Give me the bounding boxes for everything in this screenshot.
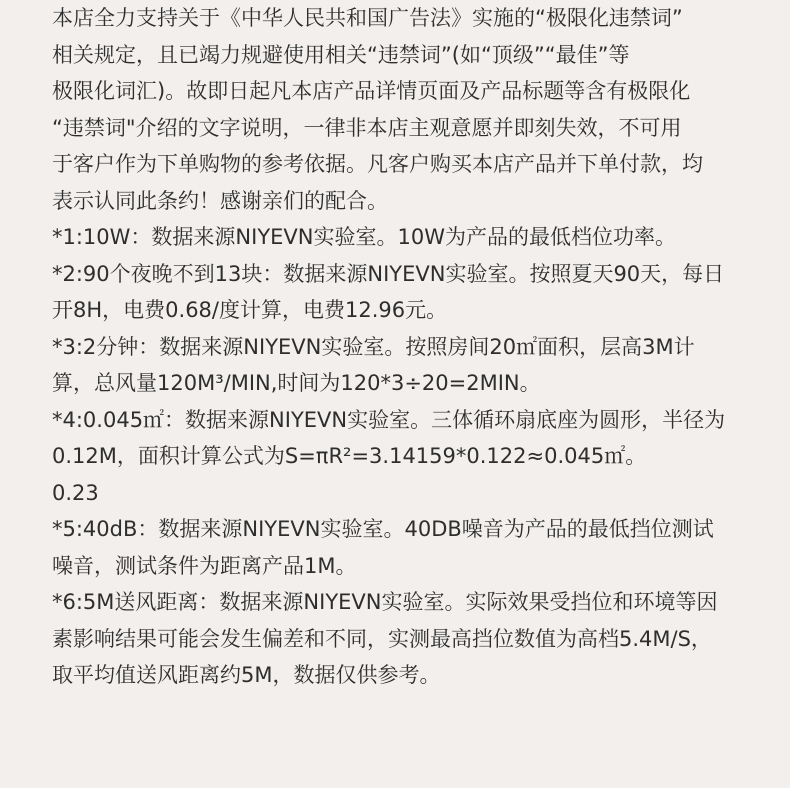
notice-line: 于客户作为下单购物的参考依据。凡客户购买本店产品并下单付款，均 (52, 152, 703, 176)
notice-line: 极限化词汇)。故即日起凡本店产品详情页面及产品标题等含有极限化 (52, 79, 691, 103)
footnote-4-line: *4:0.045㎡：数据来源NIYEVN实验室。三体循环扇底座为圆形，半径为 (52, 407, 726, 432)
notice-line: “违禁词"介绍的文字说明，一律非本店主观意愿并即刻失效，不可用 (52, 115, 682, 140)
footnote-2-line: *2:90个夜晚不到13块：数据来源NIYEVN实验室。按照夏天90天，每日 (52, 261, 725, 286)
notice-line: 表示认同此条约！感谢亲们的配合。 (52, 188, 388, 213)
notice-line: 相关规定，且已竭力规避使用相关“违禁词”(如“顶级”“最佳”等 (52, 42, 630, 67)
footnote-5-line: 噪音，测试条件为距离产品1M。 (52, 553, 357, 578)
disclaimer-notice (52, 0, 752, 694)
footnote-4-line: 0.12M，面积计算公式为S=πR²=3.14159*0.122≈0.045㎡。 (52, 444, 647, 468)
footnote-6-line: 取平均值送风距离约5M，数据仅供参考。 (52, 663, 441, 687)
footnote-5-line: *5:40dB：数据来源NIYEVN实验室。40DB噪音为产品的最低挡位测试 (52, 517, 714, 541)
footnote-3-line: *3:2分钟：数据来源NIYEVN实验室。按照房间20㎡面积，层高3M计 (52, 334, 695, 359)
footnote-4-line: 0.23 (52, 480, 99, 505)
footnote-6-line: 素影响结果可能会发生偏差和不同，实测最高挡位数值为高档5.4M/S， (52, 626, 712, 651)
footnote-2-line: 开8H，电费0.68/度计算，电费12.96元。 (52, 298, 448, 322)
footnote-3-line: 算，总风量120M³/MIN,时间为120*3÷20=2MIN。 (52, 371, 541, 395)
footnote-6-line: *6:5M送风距离：数据来源NIYEVN实验室。实际效果受挡位和环境等因 (52, 590, 718, 614)
footnote-1-line: *1:10W：数据来源NIYEVN实验室。10W为产品的最低档位功率。 (52, 225, 676, 249)
notice-line: 本店全力支持关于《中华人民共和国广告法》实施的“极限化违禁词” (52, 6, 683, 30)
